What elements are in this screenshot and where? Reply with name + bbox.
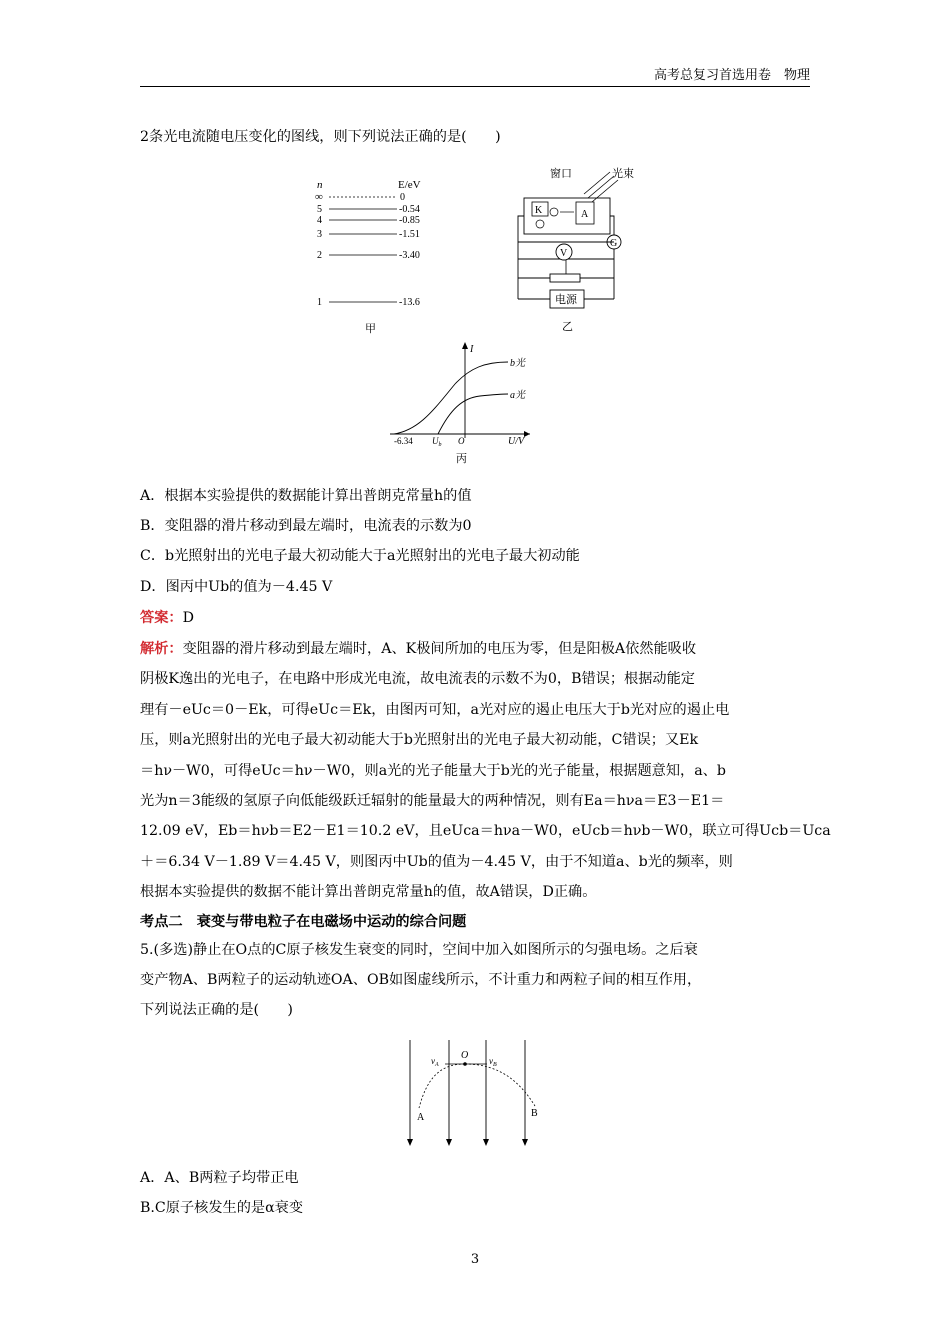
anode-label: A xyxy=(581,209,589,220)
wire-right-top xyxy=(610,216,614,235)
n-label: n xyxy=(317,179,323,191)
electron-icon xyxy=(536,220,544,228)
option-d: D．图丙中Ub的值为－4.45 V xyxy=(140,579,333,595)
caption-bing: 丙 xyxy=(456,453,467,465)
option-b: B．变阻器的滑片移动到最左端时，电流表的示数为0 xyxy=(140,518,472,534)
va-label: $v_A$ xyxy=(431,1056,439,1068)
i-label: I xyxy=(470,344,474,355)
level-2-n: 2 xyxy=(317,250,322,261)
level-3-n: 3 xyxy=(317,229,322,240)
beam-label: 光束 xyxy=(612,168,634,180)
analysis-line-1 xyxy=(140,639,812,659)
e-label: E/eV xyxy=(398,179,421,191)
option-c: C．b光照射出的光电子最大初动能大于a光照射出的光电子最大初动能 xyxy=(140,548,580,564)
field-arrow-1 xyxy=(407,1139,413,1146)
vb-label: $v_B$ xyxy=(489,1056,497,1068)
curve-b xyxy=(394,362,508,434)
wire-left xyxy=(518,216,524,292)
b-light-label: b光 xyxy=(510,358,525,369)
level-inf-label: ∞ xyxy=(315,191,323,203)
trajectory-oa xyxy=(419,1064,465,1108)
a-light-label: a光 xyxy=(510,390,525,401)
page-number: 3 xyxy=(470,1252,480,1267)
level-2-e: -3.40 xyxy=(399,250,420,261)
electron-icon-2 xyxy=(550,208,558,216)
answer-label: 答案： xyxy=(140,610,183,626)
cathode-label: K xyxy=(535,205,543,216)
level-1-n: 1 xyxy=(317,297,322,308)
iu-curve-diagram xyxy=(380,338,550,468)
option-a: A．根据本实验提供的数据能计算出普朗克常量h的值 xyxy=(140,488,472,504)
voltmeter-label: V xyxy=(560,248,568,259)
analysis-line-4: 压，则a光照射出的光电子最大初动能大于b光照射出的光电子最大初动能，C错误；又Ek xyxy=(140,732,699,748)
power-label: 电源 xyxy=(555,294,577,306)
caption-jia: 甲 xyxy=(365,323,376,335)
question-intro: 2条光电流随电压变化的图线，则下列说法正确的是( ) xyxy=(140,129,501,145)
energy-level-diagram xyxy=(305,172,445,337)
curve-a xyxy=(438,394,508,434)
answer-value: D xyxy=(182,610,194,626)
analysis-line-7: 12.09 eV，Eb＝hνb＝E2－E1＝10.2 eV，且eUca＝hνa－W0，eUcb＝hνb－W0，联立可得Ucb＝Uca xyxy=(140,823,831,839)
point-a: A xyxy=(417,1112,425,1123)
field-arrow-2 xyxy=(446,1139,452,1146)
level-4-e: -0.85 xyxy=(399,215,420,226)
answer xyxy=(140,608,812,628)
u-label: U/V xyxy=(508,436,525,447)
q5-option-b: B.C原子核发生的是α衰变 xyxy=(140,1200,304,1216)
analysis-text-1: 变阻器的滑片移动到最左端时，A、K极间所加的电压为零，但是阳极A依然能吸收 xyxy=(182,641,697,657)
i-axis-arrow xyxy=(462,342,468,349)
origin-label: O xyxy=(458,436,465,446)
analysis-line-3: 理有－eUc＝0－Ek，可得eUc＝Ek，由图丙可知，a光对应的遏止电压大于b光对应的遏止电 xyxy=(140,702,730,718)
field-arrow-4 xyxy=(522,1139,528,1146)
rheostat xyxy=(550,274,580,282)
field-arrow-3 xyxy=(483,1139,489,1146)
trajectory-ob xyxy=(465,1064,535,1106)
window-label: 窗口 xyxy=(550,168,572,180)
analysis-label: 解析： xyxy=(140,641,183,657)
u-axis-arrow xyxy=(524,431,530,437)
tick-634: -6.34 xyxy=(394,436,413,446)
q5-line-2: 变产物A、B两粒子的运动轨迹OA、OB如图虚线所示，不计重力和两粒子间的相互作用， xyxy=(140,972,702,988)
caption-yi: 乙 xyxy=(562,321,573,333)
tick-ub: $U_b$ xyxy=(432,436,442,448)
level-zero: 0 xyxy=(400,192,405,203)
q5-option-a: A．A、B两粒子均带正电 xyxy=(140,1170,299,1186)
q5-line-1: 5.(多选)静止在O点的C原子核发生衰变的同时，空间中加入如图所示的匀强电场。之后衰 xyxy=(140,942,698,958)
level-1-e: -13.6 xyxy=(399,297,420,308)
analysis-line-8: ＋＝6.34 V－1.89 V＝4.45 V，则图丙中Ub的值为－4.45 V，由于不知道a、b光的频率，则 xyxy=(140,854,733,870)
level-5-e: -0.54 xyxy=(399,204,420,215)
analysis-line-9: 根据本实验提供的数据不能计算出普朗克常量h的值，故A错误，D正确。 xyxy=(140,884,597,900)
circuit-diagram xyxy=(510,160,650,336)
page-header: 高考总复习首选用卷 物理 xyxy=(140,66,810,87)
point-b: B xyxy=(531,1108,538,1119)
section-heading: 考点二 衰变与带电粒子在电磁场中运动的综合问题 xyxy=(140,914,467,930)
analysis-line-2: 阴极K逸出的光电子，在电路中形成光电流，故电流表的示数不为0，B错误；根据动能定 xyxy=(140,671,695,687)
level-4-n: 4 xyxy=(317,215,322,226)
level-5-n: 5 xyxy=(317,204,322,215)
origin-o: O xyxy=(461,1050,469,1061)
analysis-line-6: 光为n＝3能级的氢原子向低能级跃迁辐射的能量最大的两种情况，则有Ea＝hνa＝E3－E1＝ xyxy=(140,793,725,809)
q5-line-3: 下列说法正确的是( ) xyxy=(140,1002,293,1018)
level-3-e: -1.51 xyxy=(399,229,420,240)
galvanometer-label: G xyxy=(610,238,618,249)
analysis-line-5: ＝hν－W0，可得eUc＝hν－W0，则a光的光子能量大于b光的光子能量，根据题意知，a、b xyxy=(140,763,726,779)
electric-field-diagram xyxy=(395,1038,555,1150)
